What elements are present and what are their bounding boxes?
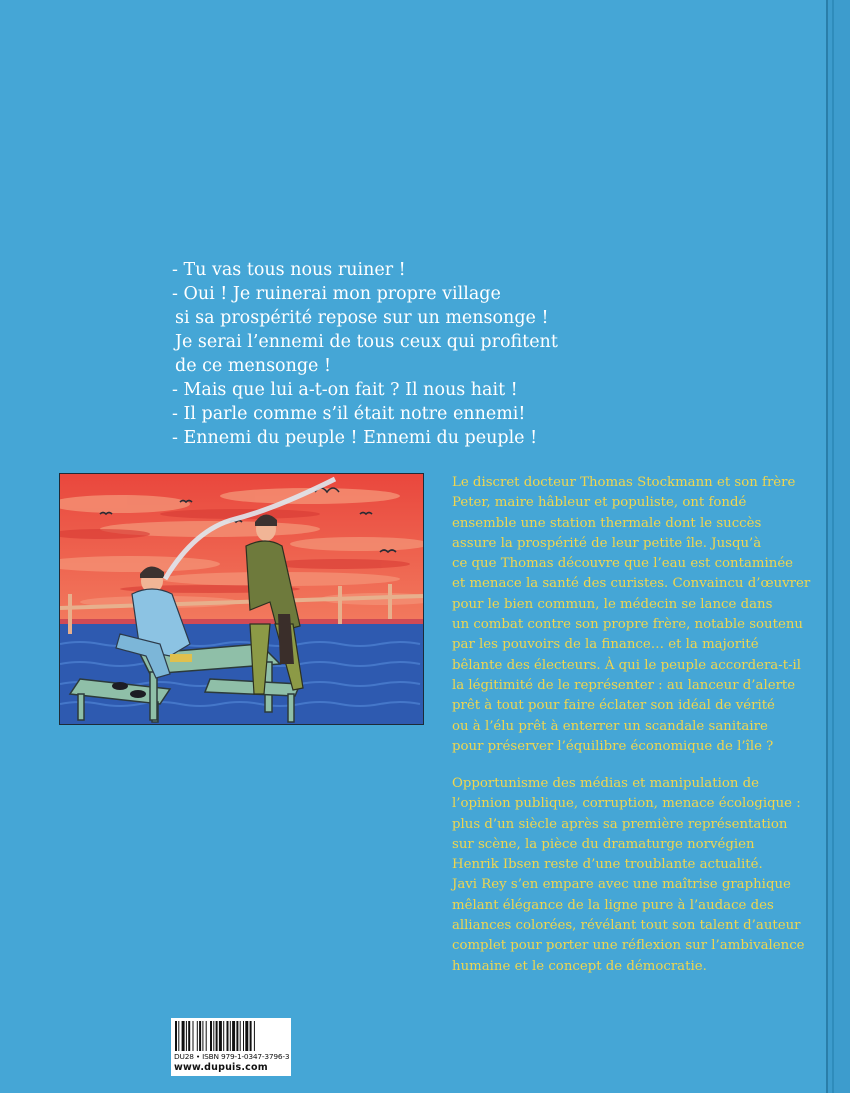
synopsis-line: pour le bien commun, le médecin se lance dans xyxy=(452,596,773,612)
quote-line: - Tu vas tous nous ruiner ! xyxy=(172,260,406,280)
context-paragraph xyxy=(452,774,805,977)
dialogue-quote xyxy=(172,258,612,450)
synopsis-line: pour préserver l’équilibre économique de l’île ? xyxy=(452,738,774,754)
barcode-block xyxy=(171,1018,291,1076)
context-line: sur scène, la pièce du dramaturge norvégien xyxy=(452,836,755,852)
barcode-bars xyxy=(175,1021,287,1051)
synopsis-line: par les pouvoirs de la finance… et la majorité xyxy=(452,637,759,653)
context-line: alliances colorées, révélant tout son talent d’auteur xyxy=(452,918,801,934)
synopsis-line: et menace la santé des curistes. Convaincu d’œuvrer xyxy=(452,576,811,592)
context-line: plus d’un siècle après sa première représentation xyxy=(452,816,788,832)
isbn-text: DU28 • ISBN 979-1-0347-3796-3 xyxy=(174,1052,290,1061)
quote-line: - Mais que lui a-t-on fait ? Il nous hait ! xyxy=(172,380,518,400)
synopsis-line: ensemble une station thermale dont le succès xyxy=(452,515,762,531)
publisher-website: www.dupuis.com xyxy=(174,1062,268,1073)
synopsis-line: ou à l’élu prêt à enterrer un scandale sanitaire xyxy=(452,718,768,734)
context-line: humaine et le concept de démocratie. xyxy=(452,958,707,974)
context-line: Javi Rey s’en empare avec une maîtrise graphique xyxy=(452,877,791,893)
synopsis-line: la légitimité de le représenter : au lanceur d’alerte xyxy=(452,677,796,693)
quote-line: - Oui ! Je ruinerai mon propre village xyxy=(172,284,501,304)
context-line: l’opinion publique, corruption, menace écologique : xyxy=(452,796,801,812)
quote-line: Je serai l’ennemi de tous ceux qui profitent xyxy=(175,332,558,352)
context-line: Opportunisme des médias et manipulation de xyxy=(452,776,760,791)
quote-line: - Ennemi du peuple ! Ennemi du peuple ! xyxy=(172,428,538,448)
context-line: Henrik Ibsen reste d’une troublante actualité. xyxy=(452,857,763,873)
synopsis-paragraph xyxy=(452,473,811,757)
quote-line: de ce mensonge ! xyxy=(175,356,332,376)
synopsis-line: un combat contre son propre frère, notable soutenu xyxy=(452,617,803,633)
context-line: mêlant élégance de la ligne pure à l’audace des xyxy=(452,897,774,913)
synopsis-line: prêt à tout pour faire éclater son idéal de vérité xyxy=(452,698,775,714)
synopsis-line: bêlante des électeurs. À qui le peuple accordera-t-il xyxy=(452,657,802,673)
synopsis-line: assure la prospérité de leur petite île. Jusqu’à xyxy=(452,535,762,551)
synopsis-line: Peter, maire hâbleur et populiste, ont fondé xyxy=(452,495,747,511)
cover-illustration xyxy=(59,473,424,725)
synopsis-line: ce que Thomas découvre que l’eau est contaminée xyxy=(452,556,794,572)
synopsis-line: Le discret docteur Thomas Stockmann et son frère xyxy=(452,475,796,490)
quote-line: si sa prospérité repose sur un mensonge ! xyxy=(175,308,549,328)
quote-line: - Il parle comme s’il était notre ennemi! xyxy=(172,404,526,424)
context-line: complet pour porter une réflexion sur l’ambivalence xyxy=(452,938,805,954)
book-spine-edge xyxy=(826,0,850,1093)
